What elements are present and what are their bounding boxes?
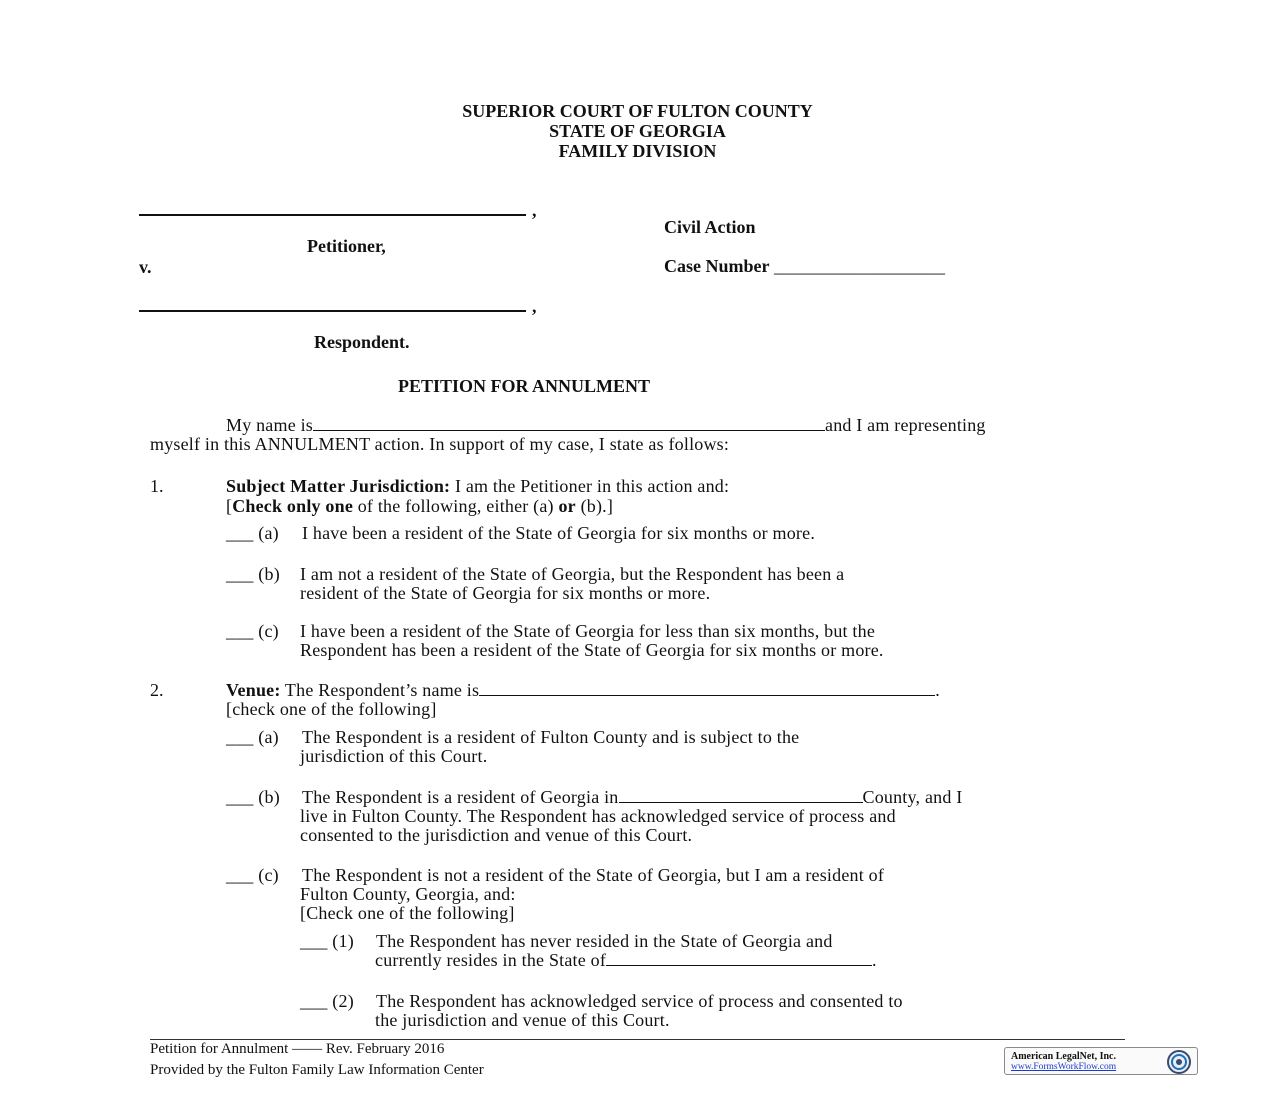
respondent-comma: , <box>532 296 537 316</box>
s2-option-c-line2: Fulton County, Georgia, and: <box>300 884 516 904</box>
logo-url[interactable]: www.FormsWorkFlow.com <box>1011 1062 1117 1072</box>
section2-heading: Venue: <box>226 680 281 700</box>
logo-company: American LegalNet, Inc. <box>1011 1051 1116 1062</box>
respondent-county-blank[interactable] <box>619 788 863 803</box>
s2-sub1-line1: The Respondent has never resided in the State of Georgia and <box>376 931 833 951</box>
petitioner-comma: , <box>532 200 537 220</box>
s1-option-a-text: I have been a resident of the State of Georgia for six months or more. <box>302 523 816 543</box>
case-number-label: Case Number <box>664 256 770 276</box>
petitioner-name-blank[interactable] <box>313 416 825 431</box>
section2-instruction: [check one of the following] <box>226 699 437 719</box>
respondent-state-blank[interactable] <box>606 951 872 966</box>
respondent-name-blank[interactable] <box>479 681 935 696</box>
versus-label: v. <box>139 257 152 277</box>
section1-number: 1. <box>150 476 164 496</box>
footer-provider: Provided by the Fulton Family Law Information Center <box>150 1062 484 1078</box>
section2-heading-rest: The Respondent’s name is <box>284 680 480 700</box>
intro-lead: My name is <box>226 415 313 435</box>
document-title: PETITION FOR ANNULMENT <box>398 376 651 396</box>
american-legalnet-logo[interactable] <box>1004 1047 1198 1075</box>
section1-heading-rest: I am the Petitioner in this action and: <box>454 476 730 496</box>
instr-check-only-one: Check only one <box>232 496 354 516</box>
s2-option-b-line1 <box>302 787 962 808</box>
s2-sub1-end: . <box>872 950 877 970</box>
section2-number: 2. <box>150 680 164 700</box>
instr-middle: of the following, either (a) <box>357 496 554 516</box>
s2-sub1-mark[interactable]: ___ (1) <box>300 931 354 951</box>
s2-option-c-line1: The Respondent is not a resident of the State of Georgia, but I am a resident of <box>302 865 885 885</box>
intro-line1 <box>226 415 986 436</box>
s2-option-a-line1: The Respondent is a resident of Fulton County and is subject to the <box>302 727 800 747</box>
s1-option-c-line1: I have been a resident of the State of Georgia for less than six months, but the <box>300 621 876 641</box>
instr-end: (b).] <box>580 496 614 516</box>
respondent-name-line[interactable] <box>139 310 526 312</box>
s1-option-b-mark[interactable]: ___ (b) <box>226 564 280 584</box>
footer-form-name: Petition for Annulment —— Rev. February 2016 <box>150 1041 445 1057</box>
division-name: FAMILY DIVISION <box>558 141 717 161</box>
s2-sub2-line2: the jurisdiction and venue of this Court. <box>375 1010 670 1030</box>
section2-heading-row <box>226 680 940 701</box>
section1-heading-row <box>226 476 729 497</box>
s1-option-c-mark[interactable]: ___ (c) <box>226 621 279 641</box>
petitioner-name-line[interactable] <box>139 214 526 216</box>
court-name: SUPERIOR COURT OF FULTON COUNTY <box>462 101 813 121</box>
footer-divider <box>150 1039 1125 1040</box>
s2-option-c-mark[interactable]: ___ (c) <box>226 865 279 885</box>
s1-option-c-line2: Respondent has been a resident of the State of Georgia for six months or more. <box>300 640 884 660</box>
s2-sub2-mark[interactable]: ___ (2) <box>300 991 354 1011</box>
s1-option-a-mark[interactable]: ___ (a) <box>226 523 279 543</box>
instr-or: or <box>558 496 576 516</box>
intro-tail: and I am representing <box>825 415 986 435</box>
civil-action-label: Civil Action <box>664 217 756 237</box>
section2-heading-end: . <box>935 680 940 700</box>
s2-option-a-mark[interactable]: ___ (a) <box>226 727 279 747</box>
s2-sub1-lead: currently resides in the State of <box>375 950 607 970</box>
section1-instruction <box>226 496 613 517</box>
s2-option-b-tail: County, and I <box>862 787 963 807</box>
s1-option-b-line2: resident of the State of Georgia for six months or more. <box>300 583 711 603</box>
petitioner-label: Petitioner, <box>307 236 386 256</box>
s2-option-b-line2: live in Fulton County. The Respondent has acknowledged service of process and <box>300 806 896 826</box>
s2-option-b-line3: consented to the jurisdiction and venue of this Court. <box>300 825 693 845</box>
s2-sub2-line1: The Respondent has acknowledged service of process and consented to <box>376 991 903 1011</box>
case-number-blank[interactable]: ___________________ <box>774 256 945 276</box>
respondent-label: Respondent. <box>314 332 410 352</box>
s2-sub1-line2 <box>375 950 877 971</box>
s2-option-b-lead: The Respondent is a resident of Georgia in <box>302 787 619 807</box>
s2-option-a-line2: jurisdiction of this Court. <box>300 746 488 766</box>
case-number-row <box>664 256 945 277</box>
instr-bracket: [ <box>226 496 233 516</box>
s2-option-c-line3: [Check one of the following] <box>300 903 515 923</box>
state-name: STATE OF GEORGIA <box>549 121 726 141</box>
intro-line2: myself in this ANNULMENT action. In support of my case, I state as follows: <box>150 434 730 454</box>
section1-heading: Subject Matter Jurisdiction: <box>226 476 451 496</box>
s1-option-b-line1: I am not a resident of the State of Georgia, but the Respondent has been a <box>300 564 845 584</box>
globe-icon <box>1164 1049 1194 1075</box>
s2-option-b-mark[interactable]: ___ (b) <box>226 787 280 807</box>
